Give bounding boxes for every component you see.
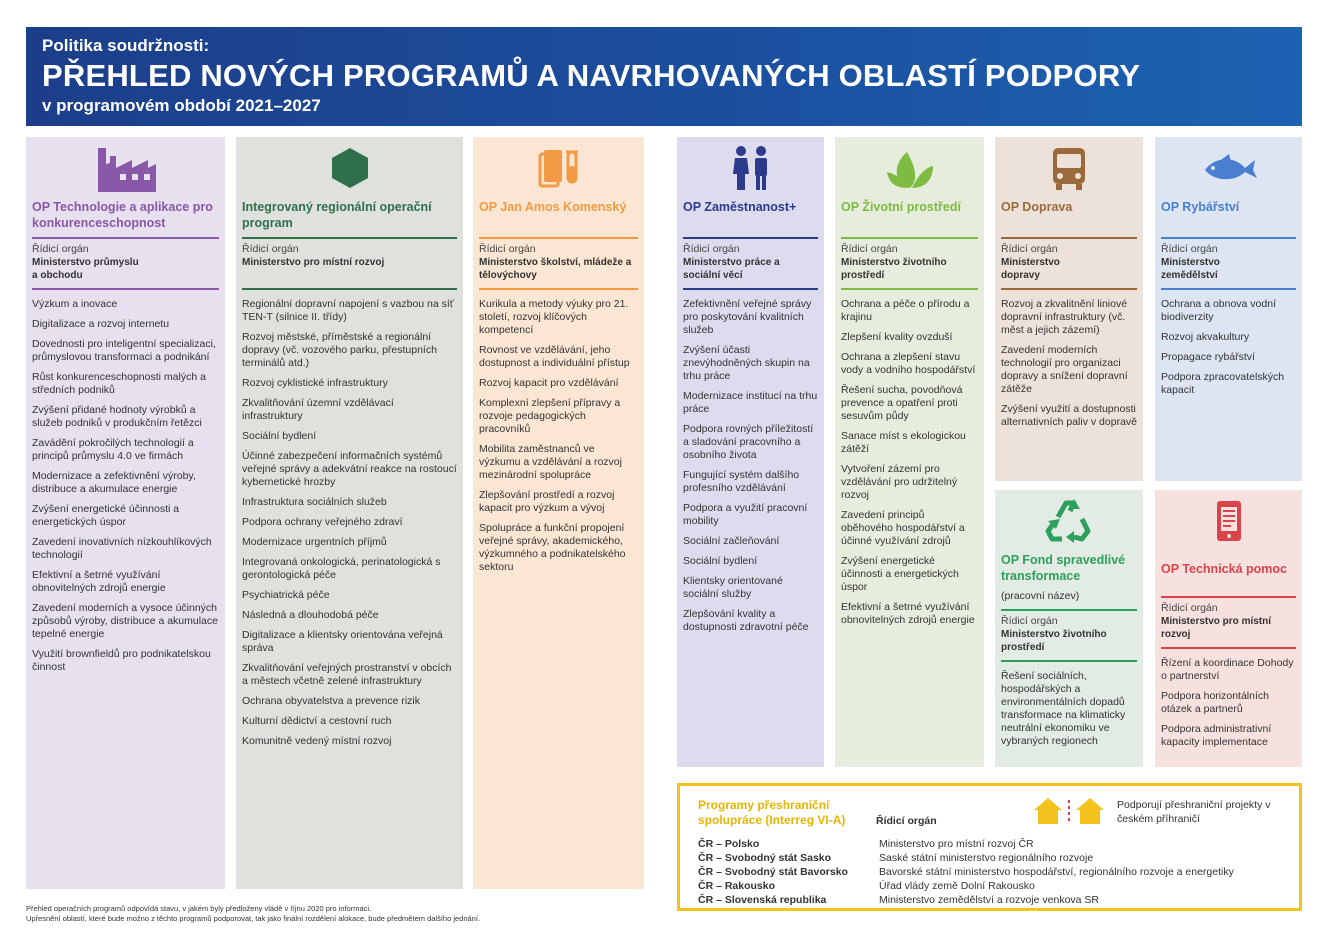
program-card-opst [995, 490, 1143, 767]
interreg-table [698, 837, 1234, 907]
phone-document-icon [1155, 496, 1302, 546]
interreg-ro: Ministerstvo pro místní rozvoj ČR [879, 838, 1034, 850]
support-area: Výzkum a inovace [32, 298, 118, 310]
interreg-ro: Ministerstvo zemědělství a rozvoje venkova SR [879, 894, 1100, 906]
table-row [698, 893, 1234, 907]
support-area: Zavádění pokročilých technologií a principů průmyslu 4.0 ve firmách [32, 437, 194, 462]
support-area: Propagace rybářství [1161, 351, 1255, 363]
support-area: Rozvoj akvakultury [1161, 331, 1250, 343]
divider [479, 288, 638, 290]
support-area: Rozvoj a zkvalitnění liniové dopravní infrastruktury (vč. měst a jejich zázemí) [1001, 298, 1128, 336]
support-area: Klientsky orientované sociální služby [683, 575, 783, 600]
support-area: Podpora horizontálních otázek a partnerů [1161, 690, 1269, 715]
interreg-program: ČR – Polsko [698, 838, 760, 850]
support-area: Digitalizace a klientsky orientována veřejná správa [242, 629, 443, 654]
footnote-line: Upřesnění oblastí, které bude možno z těchto programů podporovat, tak jako finální rozdělení alokace, bude předmětem dalšího jednání. [26, 914, 481, 923]
support-area: Vytvoření zázemí pro vzdělávání pro udržitelný rozvoj [841, 463, 958, 501]
ro-label: Řídicí orgán [683, 243, 740, 255]
fish-icon [1155, 143, 1302, 193]
support-area: Zkvalitňování územní vzdělávací infrastruktury [242, 397, 394, 422]
divider [1001, 660, 1137, 662]
program-card-opd [995, 137, 1143, 481]
ro-value: Ministerstvo průmyslu a obchodu [32, 257, 139, 281]
interreg-ro: Úřad vlády země Dolní Rakousko [879, 880, 1035, 892]
divider [32, 237, 219, 239]
support-area: Rozvoj cyklistické infrastruktury [242, 377, 388, 389]
ro-value: Ministerstvo pro místní rozvoj [1161, 616, 1272, 640]
support-area: Psychiatrická péče [242, 589, 330, 601]
divider [1161, 647, 1296, 649]
support-area: Růst konkurenceschopnosti malých a středních podniků [32, 371, 206, 396]
interreg-panel [677, 783, 1302, 911]
ro-label: Řídicí orgán [1161, 602, 1218, 614]
program-title: Integrovaný regionální operační program [242, 200, 432, 230]
program-title: OP Technologie a aplikace pro konkurenceschopnost [32, 200, 213, 230]
support-area: Digitalizace a rozvoj internetu [32, 318, 170, 330]
page-title: PŘEHLED NOVÝCH PROGRAMŮ A NAVRHOVANÝCH OBLASTÍ PODPORY [42, 58, 1141, 93]
support-area: Sociální bydlení [242, 430, 317, 442]
ro-label: Řídicí orgán [1001, 615, 1058, 627]
footnote [26, 904, 480, 924]
support-area: Zlepšení kvality ovzduší [841, 331, 953, 343]
support-area: Zefektivnění veřejné správy pro poskytování kvalitních služeb [683, 298, 812, 336]
support-area: Integrovaná onkologická, perinatologická s gerontologická péče [242, 556, 441, 581]
divider [479, 237, 638, 239]
hexagon-icon [236, 143, 463, 193]
support-area: Zavedení moderních technologií pro organizaci dopravy a snížení dopravní zátěže [1001, 344, 1128, 395]
support-area: Účinné zabezpečení informačních systémů veřejné správy a adekvátní reakce na rostoucí kybernetické hrozby [242, 450, 457, 488]
program-card-optak [26, 137, 225, 889]
support-area: Následná a dlouhodobá péče [242, 609, 379, 621]
support-area: Spolupráce a funkční propojení veřejné správy, akademického, výzkumného a podnikatelského sektoru [479, 522, 626, 573]
divider [1161, 237, 1296, 239]
support-area: Zvýšení energetické účinnosti a energetických úspor [32, 503, 180, 528]
header-supertitle: Politika soudržnosti: [42, 36, 210, 55]
ro-label: Řídicí orgán [1161, 243, 1218, 255]
books-icon [473, 143, 644, 193]
leaves-icon [835, 143, 984, 193]
support-area: Kulturní dědictví a cestovní ruch [242, 715, 392, 727]
interreg-ro: Bavorské státní ministerstvo hospodářství, regionálního rozvoje a energetiky [879, 866, 1234, 878]
support-area: Sociální začleňování [683, 535, 780, 547]
ro-value: Ministerstvo pro místní rozvoj [242, 257, 385, 268]
ro-label: Řídicí orgán [242, 243, 299, 255]
support-area: Komplexní zlepšení přípravy a rozvoje pedagogických pracovníků [479, 397, 621, 435]
support-area: Dovednosti pro inteligentní specializaci, průmyslovou transformaci a podnikání [32, 338, 216, 363]
support-area: Využití brownfieldů pro podnikatelskou činnost [32, 648, 211, 673]
program-card-opz [677, 137, 824, 767]
program-title: OP Jan Amos Komenský [479, 200, 627, 214]
support-area: Zvýšení využití a dostupnosti alternativních paliv v dopravě [1001, 403, 1137, 428]
program-card-optp [1155, 490, 1302, 767]
table-row [698, 837, 1234, 851]
people-icon [677, 143, 824, 193]
factory-icon [26, 143, 225, 193]
divider [1001, 609, 1137, 611]
divider [242, 237, 457, 239]
interreg-program: ČR – Svobodný stát Sasko [698, 852, 832, 864]
bus-icon [995, 143, 1143, 193]
support-area: Zvýšení energetické účinnosti a energetických úspor [841, 555, 959, 593]
divider [1161, 596, 1296, 598]
support-area: Sociální bydlení [683, 555, 758, 567]
divider [242, 288, 457, 290]
program-card-opr [1155, 137, 1302, 481]
support-area: Rozvoj městské, příměstské a regionální dopravy (vč. vozového parku, přestupních terminálů atd.) [242, 331, 437, 369]
support-area: Zlepšování kvality a dostupnosti zdravotní péče [683, 608, 809, 633]
support-area: Ochrana a péče o přírodu a krajinu [841, 298, 970, 323]
divider [683, 237, 818, 239]
program-card-opzp [835, 137, 984, 767]
support-area: Řešení sociálních, hospodářských a environmentálních dopadů transformace na klimaticky neutrální ekonomiku ve vybraných regionech [1001, 670, 1126, 747]
support-area: Podpora zpracovatelských kapacit [1161, 371, 1285, 396]
program-title: OP Zaměstnanost+ [683, 200, 797, 214]
table-row [698, 879, 1234, 893]
ro-label: Řídicí orgán [841, 243, 898, 255]
header-subtitle: v programovém období 2021–2027 [42, 96, 321, 115]
interreg-program: ČR – Svobodný stát Bavorsko [698, 866, 848, 878]
ro-label: Řídicí orgán [479, 243, 536, 255]
support-area: Zkvalitňování veřejných prostranství v obcích a městech včetně zelené infrastruktury [242, 662, 452, 687]
support-area: Podpora administrativní kapacity implementace [1161, 723, 1272, 748]
divider [1001, 237, 1137, 239]
ro-label: Řídicí orgán [1001, 243, 1058, 255]
support-area: Komunitně vedený místní rozvoj [242, 735, 392, 747]
interreg-title: Programy přeshraniční spolupráce (Interreg VI-A) [698, 798, 846, 827]
program-title: OP Rybářství [1161, 200, 1240, 214]
support-area: Kurikula a metody výuky pro 21. století, rozvoj klíčových kompetencí [479, 298, 629, 336]
ro-label: Řídicí orgán [32, 243, 89, 255]
divider [1001, 288, 1137, 290]
interreg-house-label: Podporují přeshraniční projekty v českém příhraničí [1117, 799, 1271, 825]
footnote-line: Přehled operačních programů odpovídá stavu, v jakém byly předloženy vládě v říjnu 2020 pro informaci. [26, 904, 372, 913]
program-card-opjak [473, 137, 644, 889]
support-area: Podpora ochrany veřejného zdraví [242, 516, 403, 528]
interreg-program: ČR – Rakousko [698, 880, 776, 892]
program-title: OP Technická pomoc [1161, 562, 1287, 576]
support-area: Infrastruktura sociálních služeb [242, 496, 387, 508]
support-area: Sanace míst s ekologickou zátěží [841, 430, 966, 455]
houses-border-icon [1032, 796, 1106, 831]
interreg-ro-header: Řídicí orgán [876, 815, 937, 827]
support-area: Podpora a využití pracovní mobility [683, 502, 808, 527]
program-note: (pracovní název) [1001, 590, 1080, 602]
program-card-irop [236, 137, 463, 889]
page-header [26, 27, 1302, 126]
divider [1161, 288, 1296, 290]
program-title: OP Fond spravedlivé transformace [1001, 553, 1126, 583]
support-area: Fungující systém dalšího profesního vzdělávání [683, 469, 800, 494]
support-area: Rovnost ve vzdělávání, jeho dostupnost a individuální přístup [479, 344, 630, 369]
support-area: Ochrana a zlepšení stavu vody a vodního hospodářství [841, 351, 976, 376]
table-row [698, 865, 1234, 879]
support-area: Ochrana obyvatelstva a prevence rizik [242, 695, 421, 707]
support-area: Zlepšování prostředí a rozvoj kapacit pro výzkum a vývoj [479, 489, 615, 514]
ro-value: Ministerstvo školství, mládeže a tělovýchovy [479, 257, 632, 281]
table-row [698, 851, 1234, 865]
support-area: Modernizace urgentních příjmů [242, 536, 387, 548]
program-title: OP Životní prostředí [841, 200, 961, 214]
support-area: Zavedení moderních a vysoce účinných způsobů výroby, distribuce a akumulace tepelné energie [32, 602, 218, 640]
support-area: Podpora rovných příležitostí a sladování pracovního a osobního života [683, 423, 814, 461]
support-area: Řešení sucha, povodňová prevence a opatření proti sesuvům půdy [841, 384, 963, 422]
support-area: Zvýšení přidané hodnoty výrobků a služeb podniků v produkčním řetězci [32, 404, 202, 429]
divider [32, 288, 219, 290]
ro-value: Ministerstvo zemědělství [1161, 257, 1220, 281]
recycle-icon [995, 496, 1143, 546]
program-title: OP Doprava [1001, 200, 1073, 214]
ro-value: Ministerstvo životního prostředí [1001, 629, 1107, 653]
ro-value: Ministerstvo životního prostředí [841, 257, 947, 281]
interreg-ro: Saské státní ministerstvo regionálního rozvoje [879, 852, 1094, 864]
divider [841, 237, 978, 239]
support-area: Zavedení inovativních nízkouhlíkových technologií [32, 536, 212, 561]
ro-value: Ministerstvo dopravy [1001, 257, 1060, 281]
support-area: Ochrana a obnova vodní biodiverzity [1161, 298, 1276, 323]
support-area: Efektivní a šetrné využívání obnovitelných zdrojů energie [841, 601, 975, 626]
ro-value: Ministerstvo práce a sociální věcí [683, 257, 780, 281]
support-area: Efektivní a šetrné využívání obnovitelných zdrojů energie [32, 569, 166, 594]
support-area: Modernizace institucí na trhu práce [683, 390, 818, 415]
divider [841, 288, 978, 290]
support-area: Mobilita zaměstnanců ve výzkumu a vzdělávání a rozvoj mezinárodní spolupráce [479, 443, 622, 481]
support-area: Zavedení principů oběhového hospodářství a účinné využívání zdrojů [841, 509, 965, 547]
divider [683, 288, 818, 290]
support-area: Modernizace a zefektivnění výroby, distribuce a akumulace energie [32, 470, 196, 495]
support-area: Rozvoj kapacit pro vzdělávání [479, 377, 619, 389]
support-area: Zvýšení účasti znevýhodněných skupin na trhu práce [683, 344, 810, 382]
interreg-program: ČR – Slovenská republika [698, 894, 827, 906]
support-area: Regionální dopravní napojení s vazbou na síť TEN-T (silnice II. třídy) [242, 298, 454, 323]
support-area: Řízení a koordinace Dohody o partnerství [1161, 657, 1294, 682]
